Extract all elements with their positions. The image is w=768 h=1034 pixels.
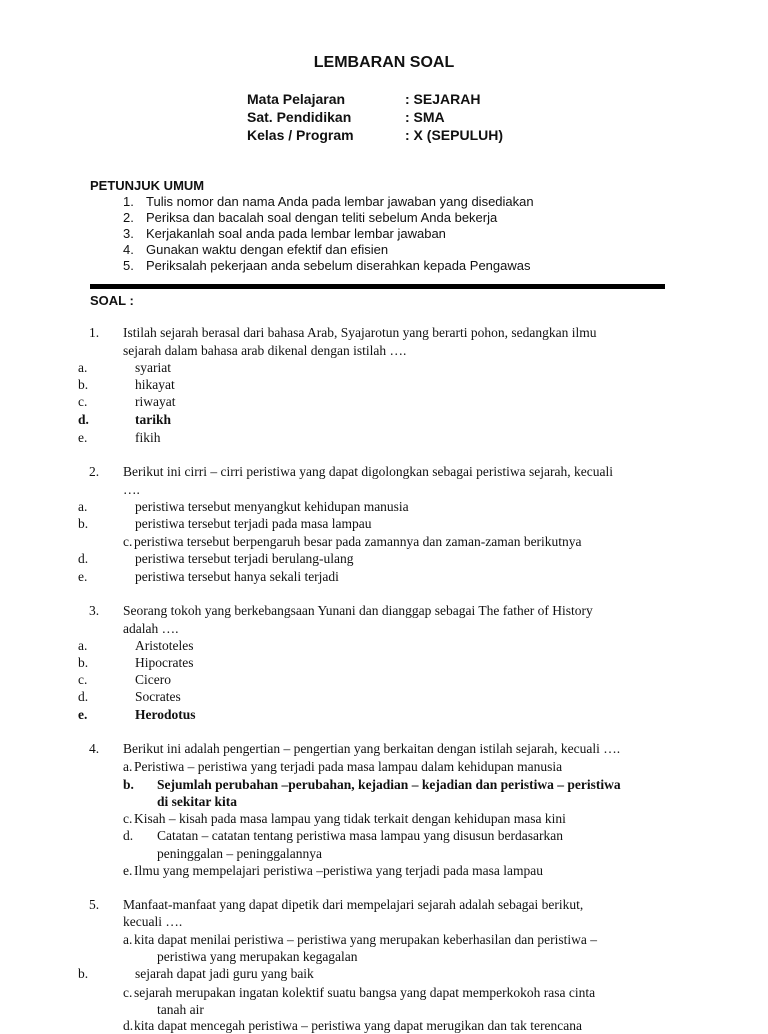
option-text-answer: tarikh <box>135 412 172 427</box>
instruction-text: Kerjakanlah soal anda pada lembar lembar jawaban <box>146 226 446 241</box>
instruction-text: Tulis nomor dan nama Anda pada lembar jawaban yang disediakan <box>146 194 534 209</box>
option-text: peristiwa tersebut menyangkut kehidupan manusia <box>135 499 409 514</box>
option-letter: d. <box>78 551 89 566</box>
option-text: peristiwa tersebut hanya sekali terjadi <box>135 569 339 584</box>
option-text: Kisah – kisah pada masa lampau yang tidak terkait dengan kehidupan masa kini <box>134 811 566 826</box>
option-text-answer: Herodotus <box>135 707 196 722</box>
option-letter: a. <box>78 499 88 514</box>
option-text: sejarah merupakan ingatan kolektif suatu bangsa yang dapat memperkokoh rasa cinta <box>134 985 596 1000</box>
option-letter: c. <box>123 985 133 1000</box>
option-text-answer: Sejumlah perubahan –perubahan, kejadian – kejadian dan peristiwa – peristiwa <box>157 777 621 792</box>
question-text: Seorang tokoh yang berkebangsaan Yunani dan dianggap sebagai The father of History <box>123 603 593 618</box>
option-text: kita dapat mencegah peristiwa – peristiwa yang dapat merugikan dan tak terencana <box>134 1018 582 1033</box>
instruction-number: 2. <box>123 210 134 225</box>
option-text: peristiwa tersebut terjadi pada masa lampau <box>135 516 372 531</box>
question-number: 2. <box>89 464 100 479</box>
section-divider <box>90 284 665 289</box>
option-letter: d. <box>123 1018 134 1033</box>
option-text: Peristiwa – peristiwa yang terjadi pada masa lampau dalam kehidupan manusia <box>134 759 563 774</box>
instruction-number: 5. <box>123 258 134 273</box>
option-letter: b. <box>78 377 89 392</box>
option-text: fikih <box>135 430 161 445</box>
instruction-number: 4. <box>123 242 134 257</box>
question-number: 4. <box>89 741 100 756</box>
question-text: sejarah dalam bahasa arab dikenal dengan istilah …. <box>123 343 407 358</box>
option-letter: a. <box>123 759 133 774</box>
option-text-continued: tanah air <box>157 1002 204 1017</box>
question-text: …. <box>123 482 140 497</box>
option-letter-answer: e. <box>78 707 88 722</box>
option-text-continued: peninggalan – peninggalannya <box>157 846 322 861</box>
meta-value-level: : SMA <box>405 109 445 125</box>
option-letter: e. <box>123 863 133 878</box>
option-letter: c. <box>78 672 88 687</box>
instructions-heading: PETUNJUK UMUM <box>90 178 205 193</box>
option-text: peristiwa tersebut terjadi berulang-ulang <box>135 551 354 566</box>
instruction-text: Gunakan waktu dengan efektif dan efisien <box>146 242 389 257</box>
option-text: hikayat <box>135 377 175 392</box>
instruction-text: Periksa dan bacalah soal dengan teliti sebelum Anda bekerja <box>146 210 498 225</box>
option-letter: e. <box>78 430 88 445</box>
instruction-number: 1. <box>123 194 134 209</box>
option-letter: a. <box>78 360 88 375</box>
option-letter: d. <box>78 689 89 704</box>
question-number: 1. <box>89 325 100 340</box>
option-letter: a. <box>123 932 133 947</box>
question-text: Manfaat-manfaat yang dapat dipetik dari mempelajari sejarah adalah sebagai berikut, <box>123 897 584 912</box>
option-text: kita dapat menilai peristiwa – peristiwa yang merupakan keberhasilan dan peristiwa – <box>134 932 597 947</box>
option-letter: c. <box>78 394 88 409</box>
option-letter: b. <box>78 516 89 531</box>
option-text: Catatan – catatan tentang peristiwa masa lampau yang disusun berdasarkan <box>157 828 563 843</box>
option-text: sejarah dapat jadi guru yang baik <box>135 966 314 981</box>
meta-label-class: Kelas / Program <box>247 127 354 143</box>
instruction-text: Periksalah pekerjaan anda sebelum diserahkan kepada Pengawas <box>146 258 531 273</box>
option-text-answer-continued: di sekitar kita <box>157 794 238 809</box>
question-number: 5. <box>89 897 100 912</box>
question-text: Berikut ini cirri – cirri peristiwa yang dapat digolongkan sebagai peristiwa sejarah, kecuali <box>123 464 613 479</box>
option-letter: a. <box>78 638 88 653</box>
question-text: adalah …. <box>123 621 179 636</box>
instruction-number: 3. <box>123 226 134 241</box>
meta-label-level: Sat. Pendidikan <box>247 109 352 125</box>
question-number: 3. <box>89 603 100 618</box>
option-letter: d. <box>123 828 134 843</box>
option-text: Aristoteles <box>135 638 194 653</box>
option-letter: b. <box>78 655 89 670</box>
option-text: syariat <box>135 360 171 375</box>
question-text: kecuali …. <box>123 914 183 929</box>
question-text: Istilah sejarah berasal dari bahasa Arab, Syajarotun yang berarti pohon, sedangkan ilmu <box>123 325 597 340</box>
meta-value-class: : X (SEPULUH) <box>405 127 503 143</box>
option-text: peristiwa tersebut berpengaruh besar pada zamannya dan zaman-zaman berikutnya <box>134 534 582 549</box>
option-letter: e. <box>78 569 88 584</box>
option-letter-answer: b. <box>123 777 134 792</box>
option-letter: c. <box>123 811 133 826</box>
page-title: LEMBARAN SOAL <box>313 54 455 71</box>
option-text: Cicero <box>135 672 171 687</box>
option-text: Socrates <box>135 689 181 704</box>
option-text-continued: peristiwa yang merupakan kegagalan <box>157 949 358 964</box>
option-letter-answer: d. <box>78 412 89 427</box>
option-text: Hipocrates <box>135 655 194 670</box>
option-letter: b. <box>78 966 89 981</box>
option-letter: c. <box>123 534 133 549</box>
question-text: Berikut ini adalah pengertian – pengertian yang berkaitan dengan istilah sejarah, kecuali …. <box>123 741 621 756</box>
soal-heading: SOAL : <box>90 293 134 308</box>
meta-label-subject: Mata Pelajaran <box>247 91 346 107</box>
option-text: riwayat <box>135 394 176 409</box>
meta-value-subject: : SEJARAH <box>405 91 481 107</box>
option-text: Ilmu yang mempelajari peristiwa –peristiwa yang terjadi pada masa lampau <box>134 863 543 878</box>
